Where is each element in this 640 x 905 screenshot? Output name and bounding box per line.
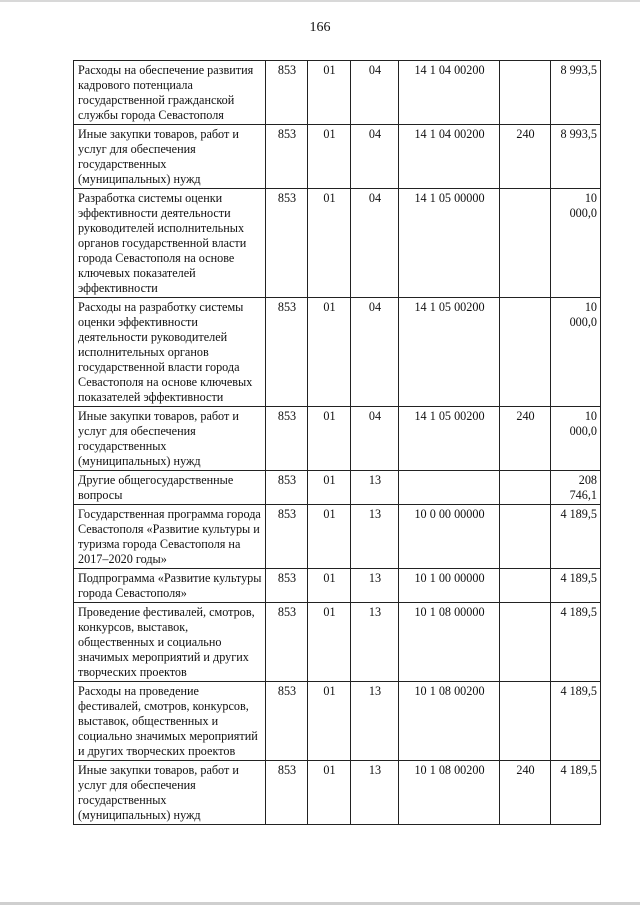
cell-csr: 14 1 05 00200 xyxy=(399,407,500,471)
page-number: 166 xyxy=(309,20,331,35)
cell-pr: 13 xyxy=(351,471,399,505)
cell-csr: 14 1 05 00200 xyxy=(399,298,500,407)
cell-gr: 853 xyxy=(266,61,308,125)
cell-csr: 10 1 08 00200 xyxy=(399,761,500,825)
cell-gr: 853 xyxy=(266,761,308,825)
cell-csr: 10 0 00 00000 xyxy=(399,505,500,569)
cell-vr xyxy=(500,603,551,682)
cell-gr: 853 xyxy=(266,471,308,505)
cell-vr xyxy=(500,298,551,407)
cell-sum: 4 189,5 xyxy=(551,682,601,761)
cell-vr: 240 xyxy=(500,125,551,189)
cell-vr xyxy=(500,505,551,569)
cell-name: Разработка системы оценки эффективности деятельности руководителей исполнительных органов государственной власти города Севастополя на основе ключевых показателей эффективности xyxy=(74,189,266,298)
cell-gr: 853 xyxy=(266,298,308,407)
table-row xyxy=(74,125,601,189)
table-row xyxy=(74,298,601,407)
cell-vr xyxy=(500,61,551,125)
cell-sum: 4 189,5 xyxy=(551,761,601,825)
cell-vr xyxy=(500,471,551,505)
table-row xyxy=(74,603,601,682)
cell-sum: 8 993,5 xyxy=(551,125,601,189)
cell-name: Иные закупки товаров, работ и услуг для обеспечения государственных (муниципальных) нужд xyxy=(74,761,266,825)
cell-gr: 853 xyxy=(266,569,308,603)
cell-vr xyxy=(500,569,551,603)
cell-name: Расходы на обеспечение развития кадрового потенциала государственной гражданской службы города Севастополя xyxy=(74,61,266,125)
cell-pr: 13 xyxy=(351,761,399,825)
cell-rz: 01 xyxy=(308,682,351,761)
cell-csr: 14 1 04 00200 xyxy=(399,61,500,125)
cell-sum: 208 746,1 xyxy=(551,471,601,505)
cell-csr: 10 1 08 00000 xyxy=(399,603,500,682)
cell-csr xyxy=(399,471,500,505)
cell-rz: 01 xyxy=(308,298,351,407)
cell-gr: 853 xyxy=(266,505,308,569)
cell-gr: 853 xyxy=(266,407,308,471)
cell-rz: 01 xyxy=(308,603,351,682)
table-row xyxy=(74,189,601,298)
cell-gr: 853 xyxy=(266,189,308,298)
cell-name: Другие общегосударственные вопросы xyxy=(74,471,266,505)
cell-name: Иные закупки товаров, работ и услуг для обеспечения государственных (муниципальных) нужд xyxy=(74,407,266,471)
cell-rz: 01 xyxy=(308,407,351,471)
cell-pr: 13 xyxy=(351,682,399,761)
table-row xyxy=(74,407,601,471)
budget-table xyxy=(73,60,601,825)
cell-vr: 240 xyxy=(500,407,551,471)
cell-sum: 10 000,0 xyxy=(551,189,601,298)
cell-name: Проведение фестивалей, смотров, конкурсов, выставок, общественных и социально значимых мероприятий и других творческих проектов xyxy=(74,603,266,682)
cell-vr xyxy=(500,189,551,298)
cell-name: Расходы на разработку системы оценки эффективности деятельности руководителей исполнительных органов государственной власти города Севастополя на основе ключевых показателей эффективности xyxy=(74,298,266,407)
table-row xyxy=(74,682,601,761)
cell-csr: 10 1 08 00200 xyxy=(399,682,500,761)
table-row xyxy=(74,61,601,125)
cell-sum: 4 189,5 xyxy=(551,603,601,682)
cell-gr: 853 xyxy=(266,603,308,682)
cell-vr: 240 xyxy=(500,761,551,825)
table-row xyxy=(74,569,601,603)
cell-pr: 13 xyxy=(351,505,399,569)
cell-pr: 04 xyxy=(351,189,399,298)
cell-gr: 853 xyxy=(266,682,308,761)
table-row xyxy=(74,505,601,569)
cell-sum: 4 189,5 xyxy=(551,505,601,569)
cell-gr: 853 xyxy=(266,125,308,189)
cell-name: Иные закупки товаров, работ и услуг для обеспечения государственных (муниципальных) нужд xyxy=(74,125,266,189)
cell-rz: 01 xyxy=(308,471,351,505)
cell-sum: 10 000,0 xyxy=(551,298,601,407)
cell-sum: 8 993,5 xyxy=(551,61,601,125)
cell-name: Расходы на проведение фестивалей, смотров, конкурсов, выставок, общественных и социально значимых мероприятий и других творческих проектов xyxy=(74,682,266,761)
cell-rz: 01 xyxy=(308,761,351,825)
cell-sum: 10 000,0 xyxy=(551,407,601,471)
cell-rz: 01 xyxy=(308,125,351,189)
cell-name: Подпрограмма «Развитие культуры города Севастополя» xyxy=(74,569,266,603)
cell-csr: 14 1 05 00000 xyxy=(399,189,500,298)
cell-pr: 13 xyxy=(351,569,399,603)
cell-csr: 14 1 04 00200 xyxy=(399,125,500,189)
cell-pr: 04 xyxy=(351,61,399,125)
cell-rz: 01 xyxy=(308,61,351,125)
table-row xyxy=(74,761,601,825)
scan-edge-top xyxy=(0,0,640,2)
cell-sum: 4 189,5 xyxy=(551,569,601,603)
cell-csr: 10 1 00 00000 xyxy=(399,569,500,603)
table-row xyxy=(74,471,601,505)
cell-rz: 01 xyxy=(308,505,351,569)
cell-rz: 01 xyxy=(308,189,351,298)
cell-rz: 01 xyxy=(308,569,351,603)
cell-pr: 04 xyxy=(351,125,399,189)
cell-pr: 04 xyxy=(351,407,399,471)
cell-vr xyxy=(500,682,551,761)
cell-name: Государственная программа города Севастополя «Развитие культуры и туризма города Севастополя на 2017–2020 годы» xyxy=(74,505,266,569)
cell-pr: 13 xyxy=(351,603,399,682)
cell-pr: 04 xyxy=(351,298,399,407)
